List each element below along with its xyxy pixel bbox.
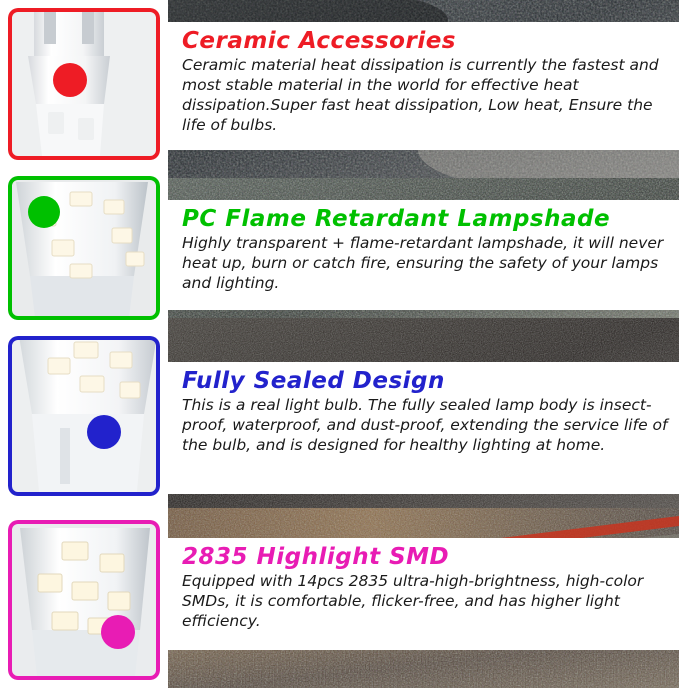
- feature-panel-2835-highlight-smd: [168, 538, 679, 650]
- photo-frame-green: [8, 176, 160, 320]
- feature-title-pc-flame-retardant-lampshade: PC Flame Retardant Lampshade: [182, 206, 611, 232]
- feature-title-fully-sealed-design: Fully Sealed Design: [182, 368, 445, 394]
- photo-frame-red: [8, 8, 160, 160]
- product-photo-fully-sealed-design[interactable]: [8, 336, 160, 496]
- feature-body-fully-sealed-design: This is a real light bulb. The fully sealed lamp body is insect-proof, waterproof, and dust-proof, extending the service life of the bulb, and is designed for healthy lighting at home.: [182, 396, 668, 455]
- product-photo-2835-highlight-smd[interactable]: [8, 520, 160, 680]
- photo-frame-magenta: [8, 520, 160, 680]
- feature-panel-ceramic-accessories: [168, 22, 679, 150]
- feature-body-ceramic-accessories: Ceramic material heat dissipation is currently the fastest and most stable material in the world for effective heat dissipation.Super fast heat dissipation, Low heat, Ensure the life of bulbs.: [182, 56, 659, 134]
- feature-title-2835-highlight-smd: 2835 Highlight SMD: [182, 544, 450, 570]
- photo-frame-blue: [8, 336, 160, 496]
- feature-panel-fully-sealed-design: [168, 362, 679, 494]
- product-photo-pc-flame-retardant-lampshade[interactable]: [8, 176, 160, 320]
- feature-body-pc-flame-retardant-lampshade: Highly transparent + flame-retardant lampshade, it will never heat up, burn or catch fire, ensuring the safety of your lamps and lighting.: [182, 234, 664, 293]
- product-photo-ceramic-accessories[interactable]: [8, 8, 160, 160]
- feature-title-ceramic-accessories: Ceramic Accessories: [182, 28, 456, 54]
- background-texture-column: [168, 0, 679, 688]
- product-photo-column: [0, 0, 168, 688]
- feature-panel-pc-flame-retardant-lampshade: [168, 200, 679, 310]
- feature-body-2835-highlight-smd: Equipped with 14pcs 2835 ultra-high-brightness, high-color SMDs, it is comfortable, flicker-free, and has higher light efficiency.: [182, 572, 644, 631]
